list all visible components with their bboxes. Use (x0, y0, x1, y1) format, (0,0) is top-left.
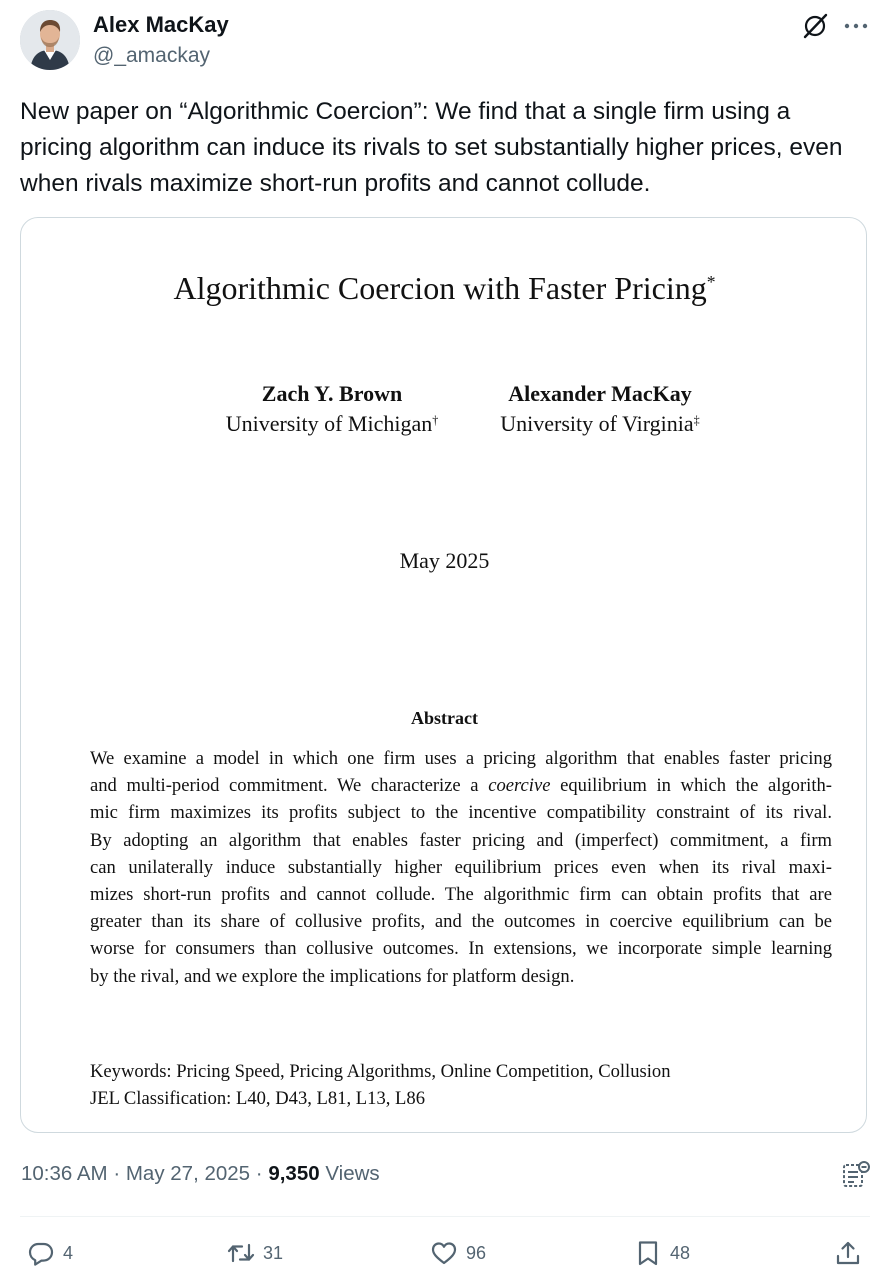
tweet-time[interactable]: 10:36 AM (21, 1162, 108, 1185)
grok-icon[interactable] (801, 12, 829, 40)
reply-icon (27, 1239, 55, 1267)
abstract-emphasis: coercive (488, 775, 551, 797)
abstract-line: By adopting an algorithm that enables faster pricing and (imperfect) commitment, a firm (90, 829, 832, 851)
abstract-segment: and multi-period commitment. We characterize a (90, 775, 479, 797)
affiliation-mark: † (432, 413, 439, 427)
like-count: 96 (466, 1242, 487, 1263)
abstract-heading: Abstract (411, 708, 478, 728)
author-block-2 (483, 381, 717, 437)
repost-icon (227, 1239, 255, 1267)
paper-author-name: Zach Y. Brown (261, 381, 403, 406)
abstract-line: We examine a model in which one firm uses a pricing algorithm that enables faster pricing (90, 748, 832, 769)
post-analytics-icon[interactable] (841, 1160, 871, 1190)
affiliation-text: University of Virginia (500, 411, 694, 436)
abstract-line: worse for consumers than collusive outcomes. In extensions, we incorporate simple learning (90, 938, 832, 960)
bookmark-button[interactable] (634, 1237, 690, 1269)
jel-classification: JEL Classification: L40, D43, L81, L13, L86 (90, 1088, 425, 1109)
abstract-line: can unilaterally induce substantially higher equilibrium prices even when its rival maxi- (90, 856, 832, 878)
abstract-text (90, 745, 832, 990)
paper-author-affiliation (483, 411, 717, 437)
share-icon (834, 1239, 862, 1267)
heart-icon (430, 1239, 458, 1267)
paper-title (21, 270, 867, 307)
bookmark-icon (634, 1239, 662, 1267)
views-count: 9,350 (268, 1162, 320, 1185)
reply-button[interactable] (27, 1237, 73, 1269)
keywords: Keywords: Pricing Speed, Pricing Algorithms, Online Competition, Collusion (90, 1061, 671, 1082)
affiliation-text: University of Michigan (225, 411, 433, 436)
author-block-1 (207, 381, 457, 437)
author-handle[interactable]: @_amackay (93, 44, 211, 67)
abstract-line: mic firm maximizes its profits subject to the incentive compatibility constraint of its rival. (90, 802, 832, 824)
abstract-line (90, 772, 832, 799)
more-options-icon[interactable] (842, 12, 870, 40)
tweet-date[interactable]: May 27, 2025 (125, 1162, 251, 1185)
paper-title-text: Algorithmic Coercion with Faster Pricing (173, 270, 707, 306)
abstract-line: by the rival, and we explore the implications for platform design. (90, 965, 575, 987)
abstract-segment: equilibrium in which the algorith- (560, 775, 832, 797)
author-name[interactable]: Alex MacKay (93, 12, 229, 37)
tweet-meta (21, 1162, 380, 1186)
paper-author-affiliation (207, 411, 457, 437)
abstract-line: mizes short-run profits and cannot collude. The algorithmic firm can obtain profits that are (90, 883, 832, 905)
meta-separator: · (113, 1162, 121, 1185)
bookmark-count: 48 (670, 1242, 691, 1263)
repost-count: 31 (263, 1242, 284, 1263)
views-label: Views (325, 1162, 380, 1185)
share-button[interactable] (834, 1237, 862, 1269)
paper-image-card[interactable] (20, 217, 867, 1133)
abstract-line: greater than its share of collusive profits, and the outcomes in coercive equilibrium can be (90, 911, 832, 933)
affiliation-mark: ‡ (693, 413, 700, 427)
reply-count: 4 (63, 1242, 74, 1263)
meta-separator: · (255, 1162, 263, 1185)
avatar-image (20, 10, 80, 70)
keywords-block (90, 1058, 671, 1112)
paper-date: May 2025 (399, 548, 490, 573)
tweet-text: New paper on “Algorithmic Coercion”: We find that a single firm using a pricing algorithm can induce its rivals to set substantially higher prices, even when rivals maximize short-run profits and cannot collude. (20, 98, 843, 197)
like-button[interactable] (430, 1237, 486, 1269)
divider (20, 1216, 870, 1217)
repost-button[interactable] (227, 1237, 283, 1269)
title-footnote-mark: * (706, 272, 716, 292)
paper-author-name: Alexander MacKay (508, 381, 692, 406)
avatar[interactable] (20, 10, 80, 70)
